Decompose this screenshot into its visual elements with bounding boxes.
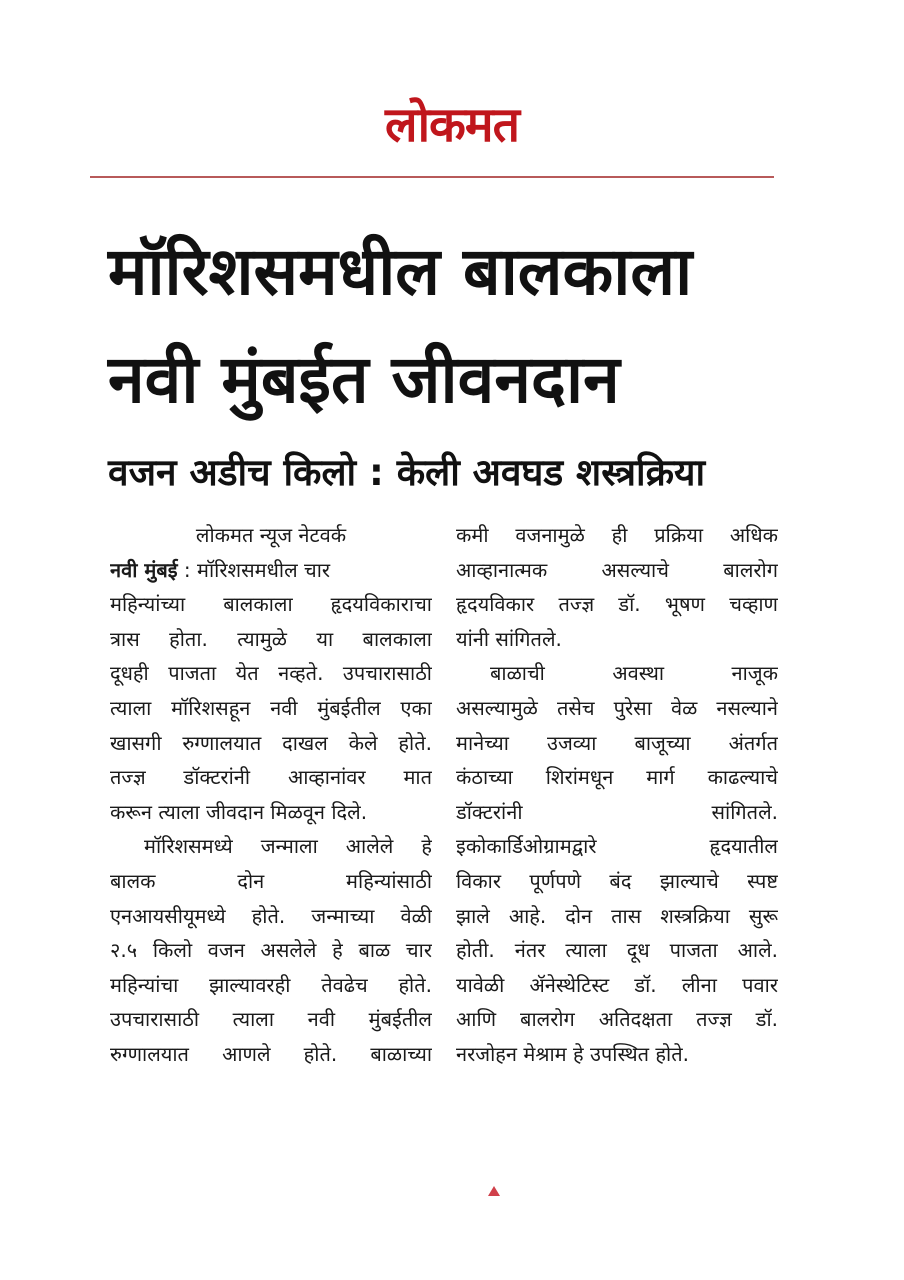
article-line: एनआयसीयूमध्ये होते. जन्माच्या वेळी	[110, 903, 432, 928]
article-line: नरजोहन मेश्राम हे उपस्थित होते.	[456, 1041, 689, 1066]
article-line: २.५ किलो वजन असलेले हे बाळ चार	[110, 938, 432, 963]
article-line: उपचारासाठी त्याला नवी मुंबईतील	[110, 1007, 432, 1032]
article-line: मानेच्या उजव्या बाजूच्या अंतर्गत	[456, 730, 778, 755]
article-line: रुग्णालयात आणले होते. बाळाच्या	[110, 1041, 432, 1066]
headline-line-2: नवी मुंबईत जीवनदान	[108, 341, 620, 418]
article-line: कमी वजनामुळे ही प्रक्रिया अधिक	[456, 523, 778, 547]
article-line: होती. नंतर त्याला दूध पाजता आले.	[456, 938, 778, 963]
article-line: डॉक्टरांनी सांगितले.	[456, 799, 778, 824]
article-line: खासगी रुग्णालयात दाखल केले होते.	[110, 730, 432, 755]
article-line: आव्हानात्मक असल्याचे बालरोग	[456, 557, 778, 582]
article-line: महिन्यांच्या बालकाला हृदयविकाराचा	[110, 592, 432, 617]
subheadline: वजन अडीच किलो : केली अवघड शस्त्रक्रिया	[108, 451, 706, 494]
dateline: नवी मुंबई	[110, 557, 178, 582]
article-line: आणि बालरोग अतिदक्षता तज्ज्ञ डॉ.	[456, 1007, 778, 1032]
article-line: बाळाची अवस्था नाजूक	[490, 661, 778, 686]
article-line: असल्यामुळे तसेच पुरेसा वेळ नसल्याने	[456, 695, 778, 720]
article-line: विकार पूर्णपणे बंद झाल्याचे स्पष्ट	[456, 868, 778, 893]
article-first-line	[110, 553, 432, 588]
article-line: : मॉरिशसमधील चार	[177, 557, 331, 582]
byline: लोकमत न्यूज नेटवर्क	[195, 523, 347, 547]
article-line: महिन्यांचा झाल्यावरही तेवढेच होते.	[110, 972, 432, 997]
article-column-right	[456, 518, 778, 1072]
article-line: हृदयविकार तज्ज्ञ डॉ. भूषण चव्हाण	[456, 592, 778, 617]
article-column-left	[110, 518, 432, 1072]
masthead-rule	[90, 176, 774, 178]
headline-line-1: मॉरिशसमधील बालकाला	[108, 233, 693, 310]
article-line: इकोकार्डिओग्रामद्वारे हृदयातील	[456, 834, 778, 859]
newspaper-masthead: लोकमत	[385, 97, 519, 153]
article-line: झाले आहे. दोन तास शस्त्रक्रिया सुरू	[456, 903, 778, 928]
article-line: बालक दोन महिन्यांसाठी	[110, 868, 432, 893]
article-line: दूधही पाजता येत नव्हते. उपचारासाठी	[110, 661, 432, 686]
article-line: यांनी सांगितले.	[456, 626, 562, 651]
article-line: कंठाच्या शिरांमधून मार्ग काढल्याचे	[456, 765, 778, 790]
headline	[108, 218, 768, 434]
article-line: तज्ज्ञ डॉक्टरांनी आव्हानांवर मात	[110, 765, 432, 790]
article-line: त्रास होता. त्यामुळे या बालकाला	[110, 626, 432, 651]
article-line: त्याला मॉरिशसहून नवी मुंबईतील एका	[110, 695, 432, 720]
article-line: यावेळी ॲनेस्थेटिस्ट डॉ. लीना पवार	[456, 972, 778, 997]
article-line: करून त्याला जीवदान मिळवून दिले.	[110, 799, 368, 824]
article-line: मॉरिशसमध्ये जन्माला आलेले हे	[144, 834, 432, 859]
end-of-article-mark	[488, 1186, 500, 1196]
